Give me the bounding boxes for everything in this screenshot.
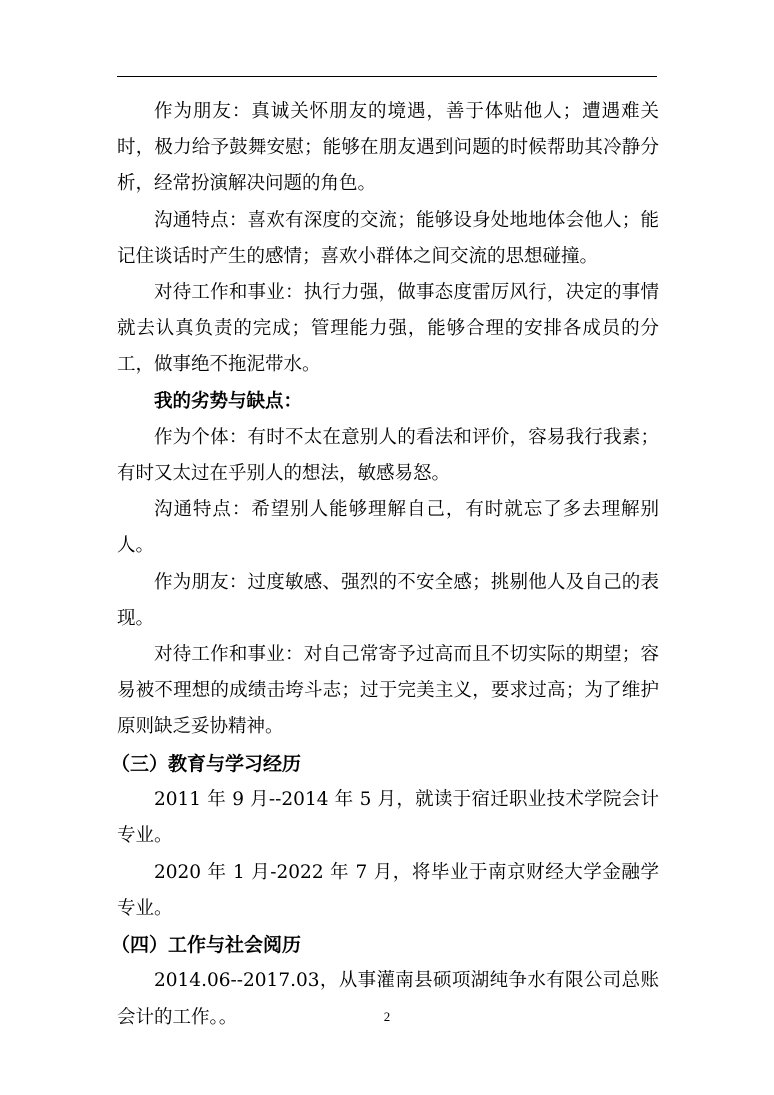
section-work-heading: （四）工作与社会阅历 xyxy=(111,933,302,956)
paragraph-individual-weakness: 作为个体：有时不太在意别人的看法和评价，容易我行我素；有时又太过在乎别人的想法，敏感易怒。 xyxy=(117,426,659,485)
education-item: 2011 年 9 月--2014 年 5 月，就读于宿迁职业技术学院会计专业。 xyxy=(117,789,659,847)
document-body xyxy=(111,94,659,1036)
paragraph-communication-weakness: 沟通特点：希望别人能够理解自己，有时就忘了多去理解别人。 xyxy=(117,499,659,557)
header-rule xyxy=(117,76,657,77)
paragraph-work-weakness: 对待工作和事业：对自己常寄予过高而且不切实际的期望；容易被不理想的成绩击垮斗志；过于完美主义，要求过高；为了维护原则缺乏妥协精神。 xyxy=(117,644,659,738)
paragraph-friend: 作为朋友：真诚关怀朋友的境遇，善于体贴他人；遭遇难关时，极力给予鼓舞安慰；能够在朋友遇到问题的时候帮助其冷静分析，经常扮演解决问题的角色。 xyxy=(117,101,659,195)
paragraph-work: 对待工作和事业：执行力强，做事态度雷厉风行，决定的事情就去认真负责的完成；管理能力强，能够合理的安排各成员的分工，做事绝不拖泥带水。 xyxy=(117,282,659,376)
section-education-heading: （三）教育与学习经历 xyxy=(111,752,302,775)
education-item: 2020 年 1 月-2022 年 7 月，将毕业于南京财经大学金融学专业。 xyxy=(117,861,659,919)
work-item: 2014.06--2017.03，从事灌南县硕项湖纯争水有限公司总账会计的工作。。 xyxy=(117,970,659,1028)
paragraph-friend-weakness: 作为朋友：过度敏感、强烈的不安全感；挑剔他人及自己的表现。 xyxy=(117,571,659,629)
weakness-heading: 我的劣势与缺点： xyxy=(154,390,303,412)
page-number: 2 xyxy=(383,1009,391,1024)
paragraph-communication: 沟通特点：喜欢有深度的交流；能够设身处地地体会他人；能记住谈话时产生的感情；喜欢小群体之间交流的思想碰撞。 xyxy=(117,209,659,267)
